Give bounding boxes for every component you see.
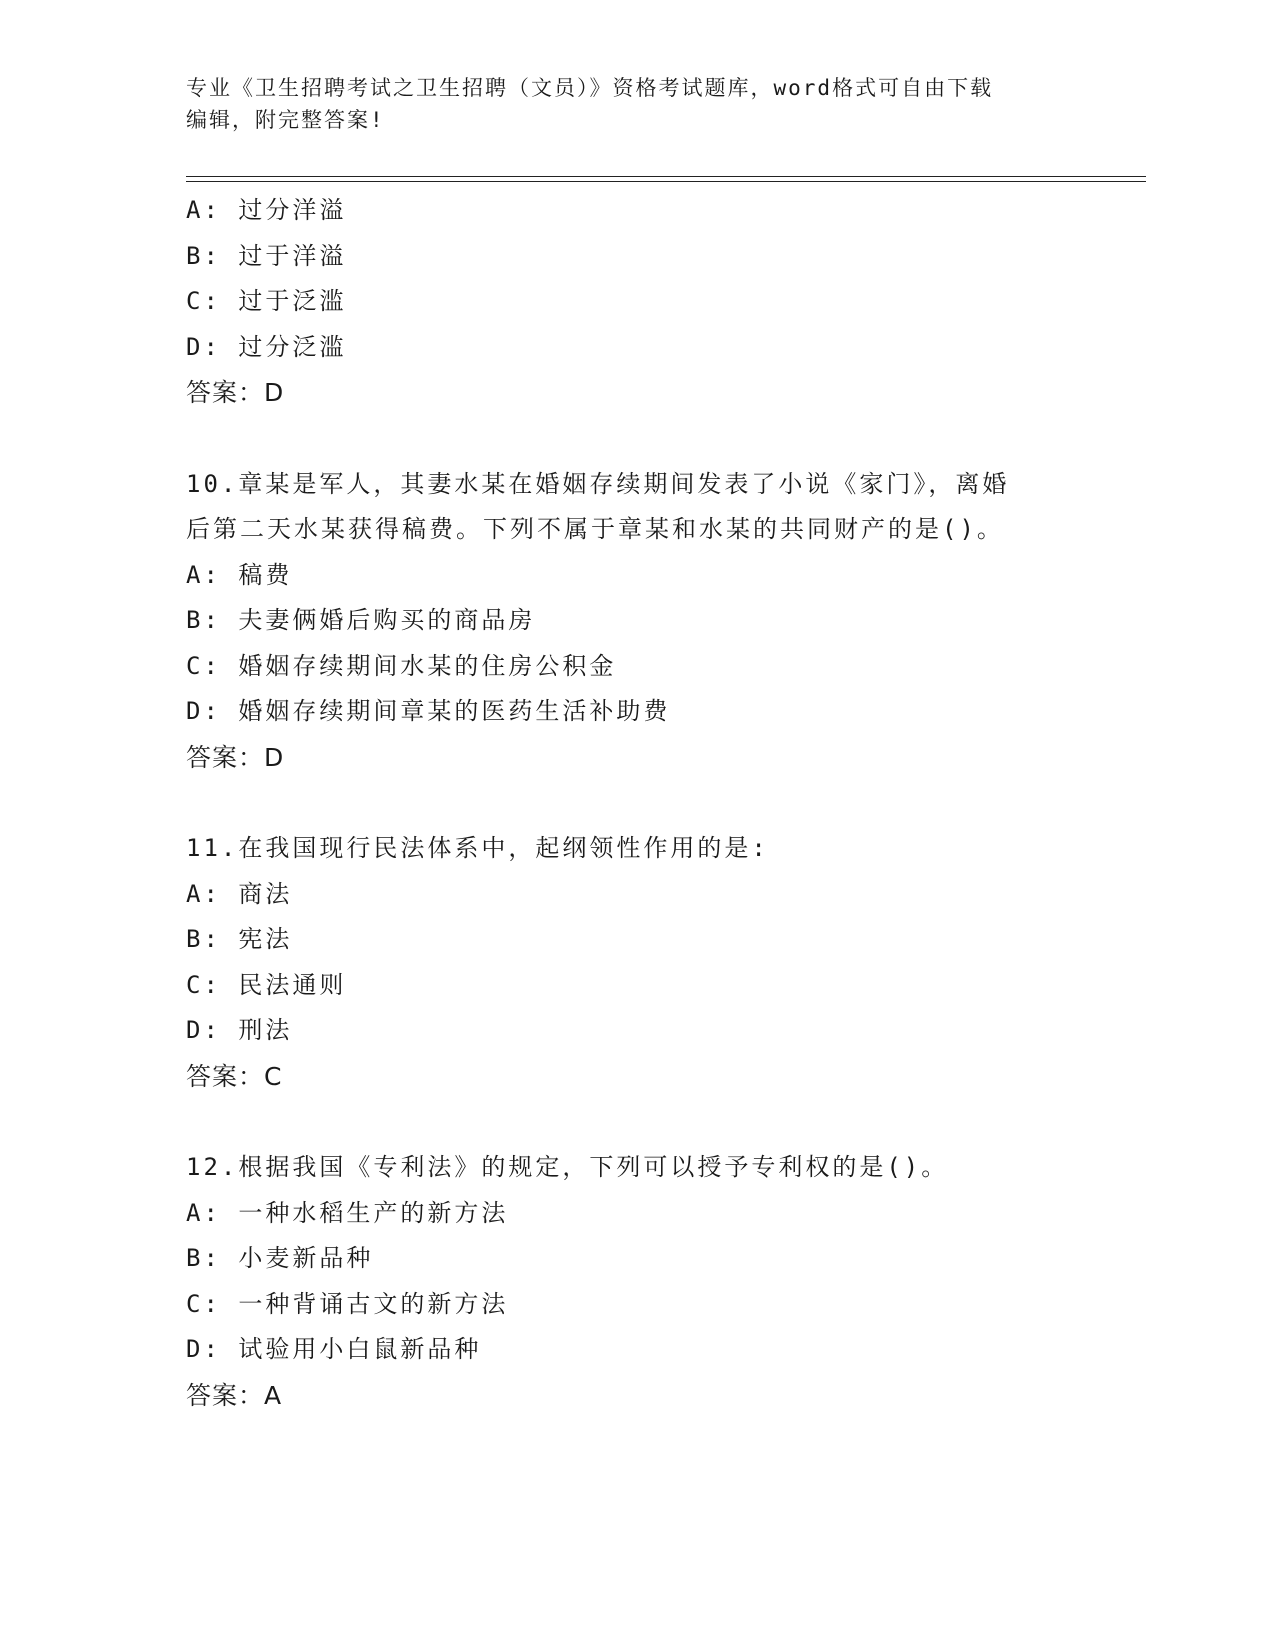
option-a: A: 一种水稻生产的新方法 [186, 1198, 509, 1227]
option-d: D: 婚姻存续期间章某的医药生活补助费 [186, 697, 671, 725]
option-a: A: 过分洋溢 [186, 196, 347, 224]
option-c: C: 婚姻存续期间水某的住房公积金 [186, 651, 617, 680]
question-10 [186, 462, 1086, 781]
question-text-line-1: 10.章某是军人，其妻水某在婚姻存续期间发表了小说《家门》，离婚 [186, 469, 1010, 498]
answer-line: 答案：C [186, 1061, 283, 1091]
option-c: C: 一种背诵古文的新方法 [186, 1289, 509, 1318]
question-text-line-1: 12.根据我国《专利法》的规定，下列可以授予专利权的是()。 [186, 1153, 949, 1181]
option-b: B: 过于洋溢 [186, 241, 347, 270]
answer-line: 答案：D [186, 378, 285, 407]
option-a: A: 商法 [186, 879, 293, 908]
question-text-line-1: 11.在我国现行民法体系中，起纲领性作用的是: [186, 834, 769, 862]
option-d: D: 刑法 [186, 1016, 293, 1044]
question-12 [186, 1145, 1086, 1418]
header-line-1: 专业《卫生招聘考试之卫生招聘（文员）》资格考试题库，word格式可自由下载 [186, 76, 994, 100]
question-11 [186, 826, 1086, 1099]
header-rule-bottom [186, 181, 1146, 182]
option-c: C: 过于泛滥 [186, 287, 347, 315]
header-line-2: 编辑，附完整答案! [186, 108, 385, 132]
option-b: B: 宪法 [186, 925, 293, 953]
option-d: D: 过分泛滥 [186, 332, 347, 361]
question-block-continued [186, 188, 1086, 416]
answer-line: 答案：D [186, 742, 285, 772]
question-text-line-2: 后第二天水某获得稿费。下列不属于章某和水某的共同财产的是()。 [186, 515, 1004, 543]
document-header [186, 72, 1066, 136]
question-list [186, 188, 1086, 1418]
option-d: D: 试验用小白鼠新品种 [186, 1335, 482, 1363]
header-rule-top [186, 176, 1146, 177]
answer-line: 答案：A [186, 1380, 283, 1410]
option-b: B: 夫妻俩婚后购买的商品房 [186, 606, 536, 634]
option-b: B: 小麦新品种 [186, 1244, 374, 1272]
option-a: A: 稿费 [186, 560, 293, 589]
option-c: C: 民法通则 [186, 970, 347, 999]
